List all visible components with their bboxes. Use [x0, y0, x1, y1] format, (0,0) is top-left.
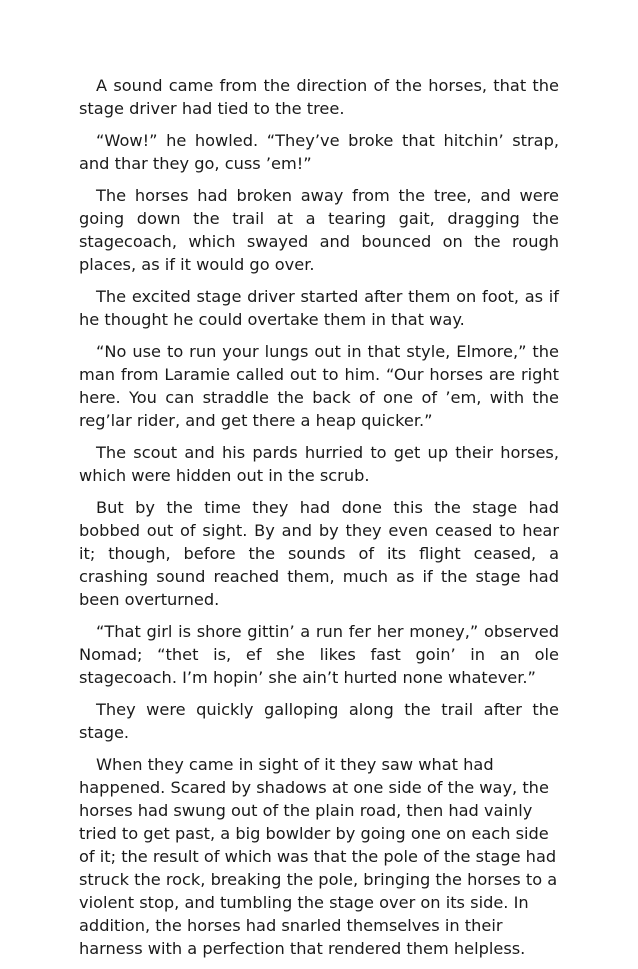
paragraph: But by the time they had done this the stage had bobbed out of sight. By and by they even ceased to hear it; though, before the sounds of its flight ceased, a crashing sound reached them, much as if the stage had been overturned.	[79, 498, 559, 609]
paragraph: “Wow!” he howled. “They’ve broke that hitchin’ strap, and thar they go, cuss ’em!”	[79, 131, 559, 173]
paragraph: “That girl is shore gittin’ a run fer her money,” observed Nomad; “thet is, ef she likes fast goin’ in an ole stagecoach. I’m hopin’ she ain’t hurted none whatever.”	[79, 622, 559, 687]
paragraph: The horses had broken away from the tree, and were going down the trail at a tearing gait, dragging the stagecoach, which swayed and bounced on the rough places, as if it would go over.	[79, 186, 559, 274]
document-page	[79, 74, 559, 969]
paragraph: A sound came from the direction of the horses, that the stage driver had tied to the tree.	[79, 76, 559, 118]
paragraph: “No use to run your lungs out in that style, Elmore,” the man from Laramie called out to him. “Our horses are right here. You can straddle the back of one of ’em, with the reg’lar rider, and get there a heap quicker.”	[79, 342, 559, 430]
paragraph: They were quickly galloping along the trail after the stage.	[79, 700, 559, 742]
paragraph: When they came in sight of it they saw what had happened. Scared by shadows at one side of the way, the horses had swung out of the plain road, then had vainly tried to get past, a big bowlder by going one on each side of it; the result of which was that the pole of the stage had struck the rock, breaking the pole, bringing the horses to a violent stop, and tumbling the stage over on its side. In addition, the horses had snarled themselves in their harness with a perfection that rendered them helpless.	[79, 755, 558, 958]
paragraph: The excited stage driver started after them on foot, as if he thought he could overtake them in that way.	[79, 287, 559, 329]
paragraph: The scout and his pards hurried to get up their horses, which were hidden out in the scrub.	[79, 443, 559, 485]
